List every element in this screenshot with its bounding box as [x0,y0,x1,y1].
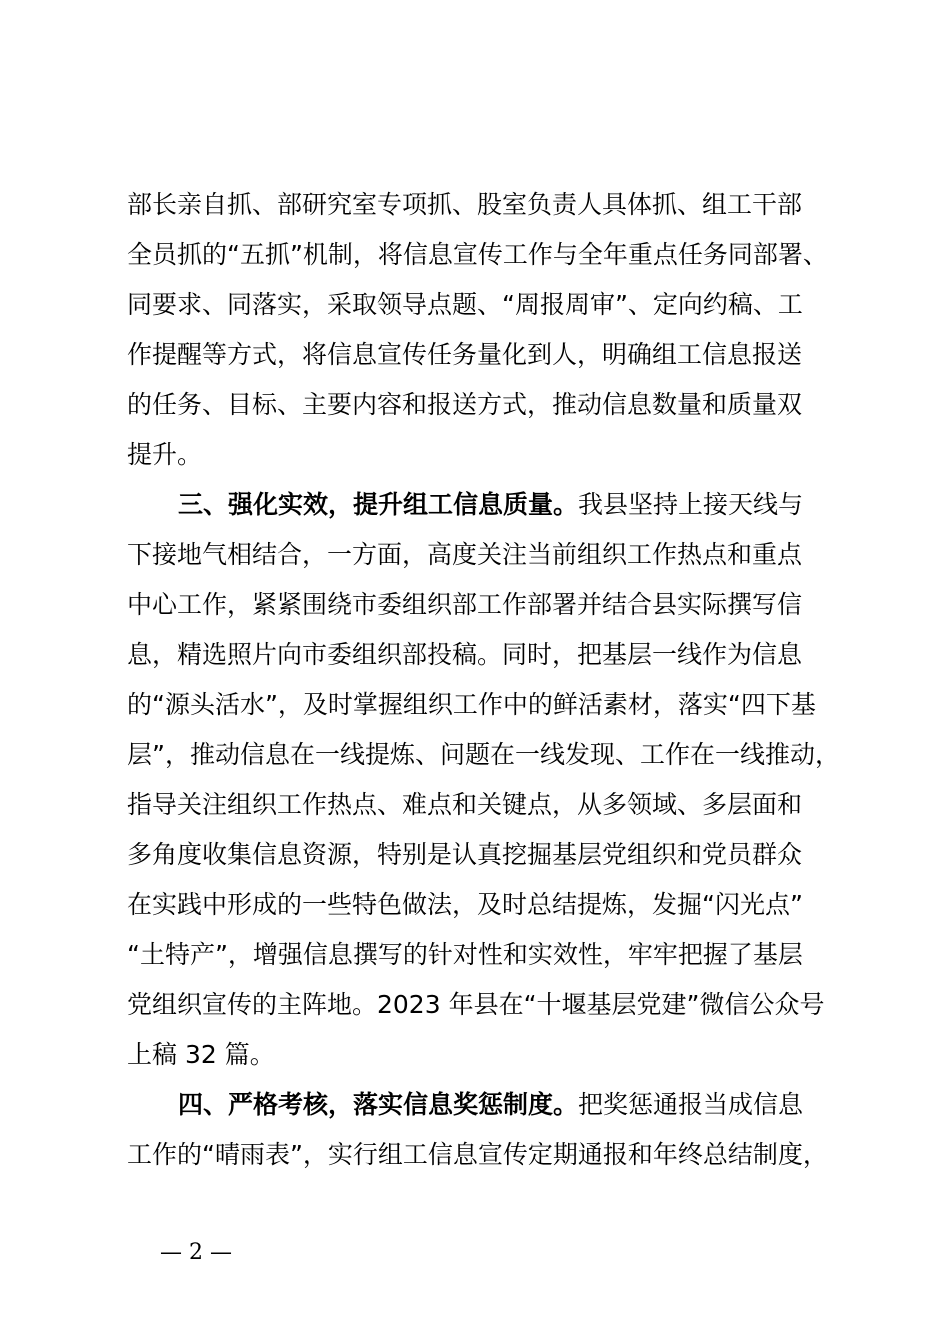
text-line: 层”，推动信息在一线提炼、问题在一线发现、工作在一线推动， [127,740,840,769]
section-heading: 四、严格考核，落实信息奖惩制度。 [178,1090,579,1119]
text-line: 的“源头活水”，及时掌握组织工作中的鲜活素材，落实“四下基 [127,690,816,719]
text-line: “土特产”，增强信息撰写的针对性和实效性，牢牢把握了基层 [127,940,803,969]
page-number: — 2 — [160,1240,232,1265]
text-line: 中心工作，紧紧围绕市委组织部工作部署并结合县实际撰写信 [127,590,803,619]
text-line: 上稿 32 篇。 [127,1040,275,1069]
text-line: 工作的“晴雨表”，实行组工信息宣传定期通报和年终总结制度， [127,1140,828,1169]
text-line: 提升。 [127,440,203,469]
section-heading: 三、强化实效，提升组工信息质量。 [178,490,579,519]
text-run: 把奖惩通报当成信息 [578,1090,804,1119]
text-line: 在实践中形成的一些特色做法，及时总结提炼，发掘“闪光点” [127,890,803,919]
text-line: 指导关注组织工作热点、难点和关键点，从多领域、多层面和 [127,790,803,819]
text-line: 息，精选照片向市委组织部投稿。同时，把基层一线作为信息 [127,640,803,669]
text-line: 部长亲自抓、部研究室专项抓、股室负责人具体抓、组工干部 [127,190,803,219]
text-line: 多角度收集信息资源，特别是认真挖掘基层党组织和党员群众 [127,840,803,869]
text-line: 的任务、目标、主要内容和报送方式，推动信息数量和质量双 [127,390,803,419]
paragraph-first-line [178,1090,803,1120]
paragraph-first-line [178,490,803,520]
text-line: 同要求、同落实，采取领导点题、“周报周审”、定向约稿、工 [127,290,803,319]
text-run: 我县坚持上接天线与 [578,490,804,519]
text-line: 党组织宣传的主阵地。2023 年县在“十堰基层党建”微信公众号 [127,990,825,1019]
text-line: 下接地气相结合，一方面，高度关注当前组织工作热点和重点 [127,540,803,569]
text-line: 全员抓的“五抓”机制，将信息宣传工作与全年重点任务同部署、 [127,240,828,269]
text-line: 作提醒等方式，将信息宣传任务量化到人，明确组工信息报送 [127,340,803,369]
